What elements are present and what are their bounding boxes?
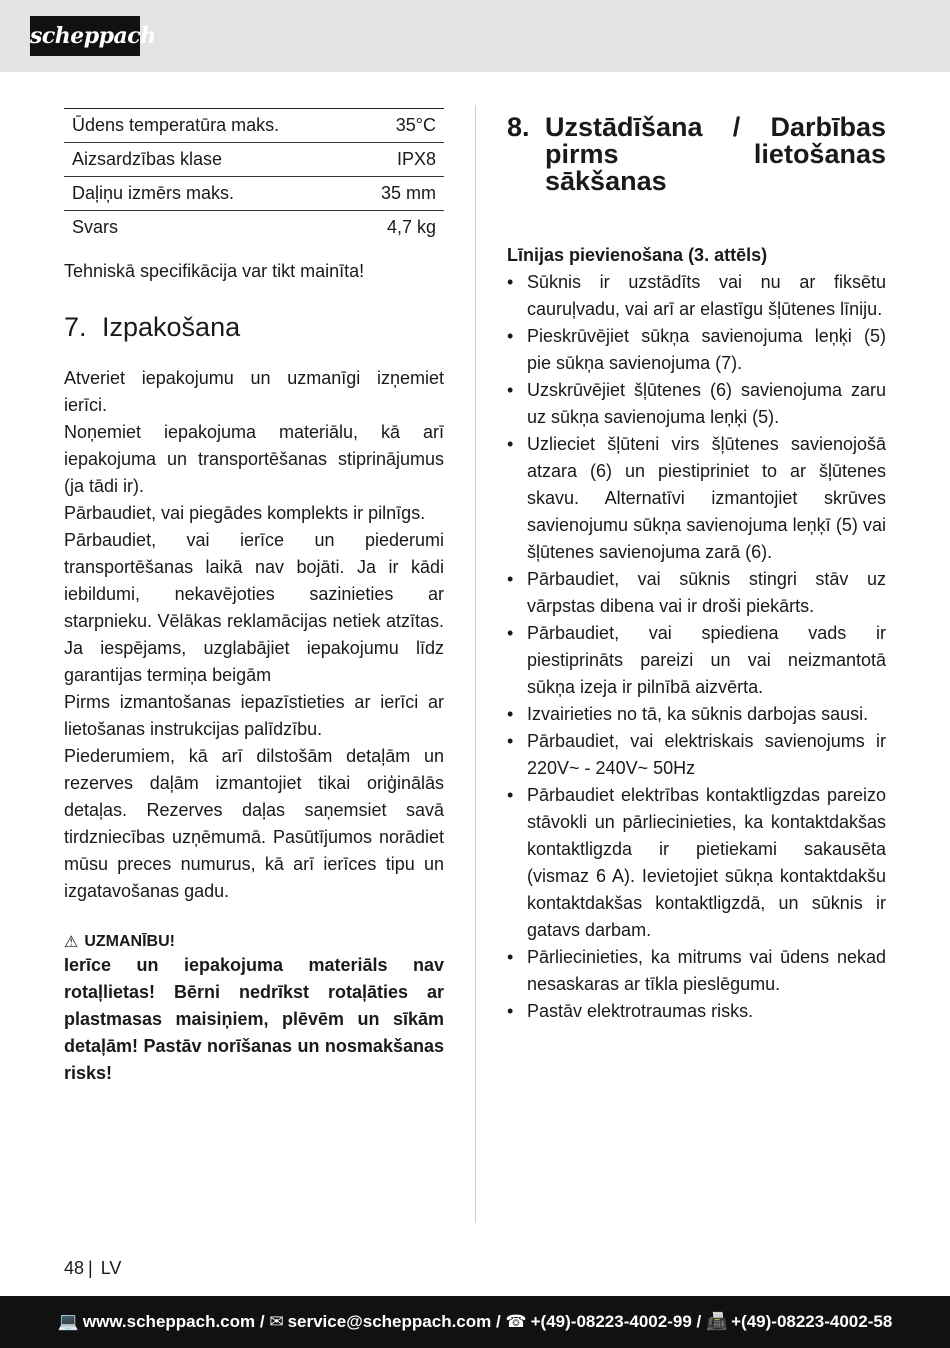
table-row — [64, 143, 444, 177]
list-item: • Uzlieciet šļūteni virs šļūtenes savienojošā atzara (6) un piestipriniet to ar šļūtenes skavu. Alternatīvi izmantojiet skrūves savienojumu sūkņa savienojuma leņķī (5) vai šļūtenes savienojuma zarā (6). — [507, 431, 886, 566]
footer-bar — [0, 1296, 950, 1348]
paragraph: Pārbaudiet, vai ierīce un piederumi transportēšanas laikā nav bojāti. Ja ir kādi iebildumi, nekavējoties sazinieties ar starpnieku. Vēlākas reklamācijas netiek atzītas. Ja iespējams, uzglabājiet iepakojumu līdz garantijas termiņa beigām — [64, 530, 444, 685]
table-row — [64, 177, 444, 211]
list-item: • Uzskrūvējiet šļūtenes (6) savienojuma zaru uz sūkņa savienojuma leņķi (5). — [507, 377, 886, 431]
left-column — [64, 108, 444, 1087]
paragraph: Pirms izmantošanas iepazīstieties ar ierīci ar lietošanas instrukcijas palīdzību. — [64, 692, 444, 739]
spec-value: IPX8 — [396, 149, 436, 169]
section-7-heading — [64, 311, 444, 343]
warning-text: Ierīce un iepakojuma materiāls nav rotaļlietas! Bērni nedrīkst rotaļāties ar plastmasas maisiņiem, plēvēm un sīkām detaļām! Pastāv norīšanas un nosmakšanas risks! — [64, 955, 444, 1083]
list-item: • Pārliecinieties, ka mitrums vai ūdens nekad nesaskaras ar tīkla pieslēgumu. — [507, 944, 886, 998]
list-item: • Pastāv elektrotraumas risks. — [507, 998, 886, 1025]
list-item: • Sūknis ir uzstādīts vai nu ar fiksētu cauruļvadu, vai arī ar elastīgu šļūtenes līniju. — [507, 269, 886, 323]
paragraph: Noņemiet iepakojuma materiālu, kā arī iepakojuma un transportēšanas stiprinājumus (ja tādi ir). — [64, 422, 444, 496]
header-band — [0, 0, 950, 72]
warning-title — [64, 932, 444, 952]
page-number — [64, 1256, 121, 1280]
column-divider — [475, 105, 476, 1223]
list-item: • Pārbaudiet, vai elektriskais savienojums ir 220V~ - 240V~ 50Hz — [507, 728, 886, 782]
spec-value: 35°C — [395, 115, 436, 135]
computer-icon: 💻 — [57, 1312, 79, 1331]
phone-icon: ☎ — [505, 1312, 527, 1331]
spec-label: Daļiņu izmērs maks. — [72, 183, 235, 203]
list-item: • Pārbaudiet elektrības kontaktligzdas pareizo stāvokli un pārliecinieties, ka kontaktdakšas kontaktligzda ir pietiekami sakausēta (vismaz 6 A). Ievietojiet sūkņa kontaktdakšu kontaktdakšas kontaktligzdā, un sūknis ir gatavs darbam. — [507, 782, 886, 944]
spec-value: 4,7 kg — [386, 217, 436, 237]
section-number: 7. — [64, 312, 87, 342]
list-item: • Pieskrūvējiet sūkņa savienojuma leņķi (5) pie sūkņa savienojuma (7). — [507, 323, 886, 377]
page-number-value: 48 — [64, 1258, 85, 1278]
subheading: Līnijas pievienošana (3. attēls) — [507, 245, 768, 265]
table-row — [64, 211, 444, 245]
fax-icon: 📠 — [705, 1312, 728, 1331]
footer-phone: +(49)-08223-4002-99 / — [530, 1312, 702, 1331]
spec-label: Ūdens temperatūra maks. — [72, 115, 280, 135]
footer-website-link[interactable]: www.scheppach.com / — [82, 1312, 265, 1331]
warning-block — [64, 932, 444, 1087]
list-item: • Izvairieties no tā, ka sūknis darbojas sausi. — [507, 701, 886, 728]
spec-value: 35 mm — [380, 183, 436, 203]
spec-label: Svars — [72, 217, 119, 237]
spec-table — [64, 108, 444, 244]
instruction-list — [507, 269, 886, 1025]
page-language: LV — [100, 1258, 122, 1278]
list-item: • Pārbaudiet, vai sūknis stingri stāv uz vārpstas dibena vai ir droši piekārts. — [507, 566, 886, 620]
section-7-body — [64, 365, 444, 905]
footer-email-link[interactable]: service@scheppach.com / — [287, 1312, 501, 1331]
section-title: Izpakošana — [102, 312, 241, 342]
page-separator: | — [88, 1258, 93, 1278]
spec-note: Tehniskā specifikācija var tikt mainīta! — [64, 261, 365, 281]
right-column — [507, 108, 886, 1025]
paragraph: Piederumiem, kā arī dilstošām detaļām un rezerves daļām izmantojiet tikai oriģinālās detaļas. Rezerves daļas saņemsiet savā tirdzniecības uzņēmumā. Pasūtījumos norādiet mūsu preces numurus, kā arī ierīces tipu un izgatavošanas gadu. — [64, 746, 444, 901]
list-item: • Pārbaudiet, vai spiediena vads ir piestiprināts pareizi un vai neizmantotā sūkņa izeja ir pilnībā aizvērta. — [507, 620, 886, 701]
paragraph: Atveriet iepakojumu un uzmanīgi izņemiet ierīci. — [64, 368, 444, 415]
table-row — [64, 109, 444, 143]
paragraph: Pārbaudiet, vai piegādes komplekts ir pilnīgs. — [64, 503, 426, 523]
section-title: Uzstādīšana / Darbības pirms lietošanas sākšanas — [545, 112, 886, 196]
mail-icon: ✉ — [269, 1312, 284, 1331]
spec-label: Aizsardzības klase — [72, 149, 223, 169]
warning-icon: ⚠ — [64, 934, 79, 951]
section-number: 8. — [507, 112, 530, 142]
footer-fax: +(49)-08223-4002-58 — [731, 1312, 893, 1331]
warning-label: UZMANĪBU! — [84, 933, 175, 950]
scheppach-logo: scheppach — [30, 16, 140, 56]
section-8-heading — [507, 114, 886, 195]
